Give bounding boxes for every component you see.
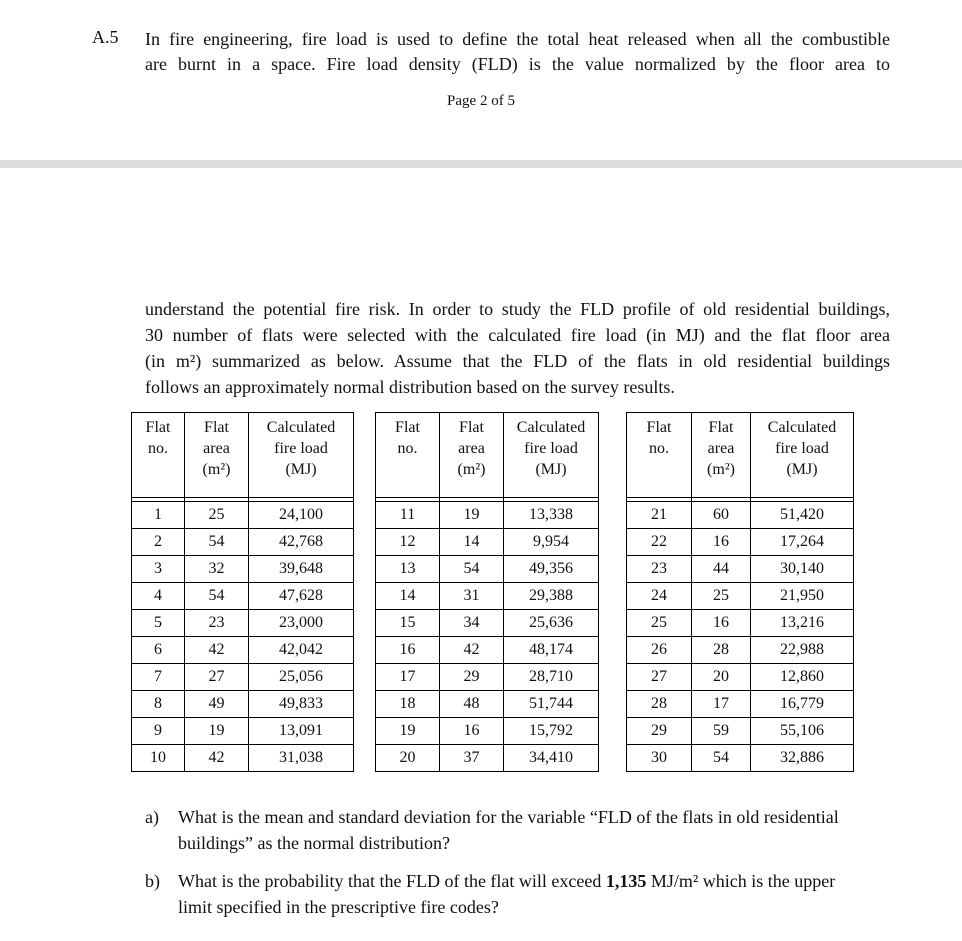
fire-load-cell: 39,648 bbox=[249, 556, 354, 583]
flat-no-cell: 3 bbox=[132, 556, 185, 583]
table-row bbox=[132, 718, 354, 745]
table-row bbox=[627, 610, 854, 637]
page-break-divider bbox=[0, 160, 962, 168]
flat-area-cell: 25 bbox=[185, 502, 249, 529]
table-row bbox=[132, 637, 354, 664]
fire-load-cell: 15,792 bbox=[504, 718, 599, 745]
fld-limit-value: 1,135 bbox=[605, 871, 647, 891]
table-row bbox=[627, 691, 854, 718]
table-row bbox=[627, 718, 854, 745]
table-row bbox=[627, 745, 854, 772]
table-row bbox=[376, 718, 599, 745]
fire-load-cell: 22,988 bbox=[751, 637, 854, 664]
table-row bbox=[376, 529, 599, 556]
flat-area-cell: 20 bbox=[692, 664, 751, 691]
flat-area-cell: 48 bbox=[440, 691, 504, 718]
sub-question-b-line-1: What is the probability that the FLD of the flat will exceed 1,135 MJ/m² which is the upper bbox=[178, 871, 836, 891]
fire-load-cell: 13,338 bbox=[504, 502, 599, 529]
table-row bbox=[376, 502, 599, 529]
flat-area-cell: 54 bbox=[692, 745, 751, 772]
fire-load-cell: 25,056 bbox=[249, 664, 354, 691]
fire-load-cell: 28,710 bbox=[504, 664, 599, 691]
flat-no-cell: 16 bbox=[376, 637, 440, 664]
table-row bbox=[627, 637, 854, 664]
table-row bbox=[627, 583, 854, 610]
sub-question-b-label: b) bbox=[145, 871, 160, 891]
flat-area-cell: 34 bbox=[440, 610, 504, 637]
fire-load-cell: 29,388 bbox=[504, 583, 599, 610]
table-row bbox=[132, 610, 354, 637]
flat-no-cell: 17 bbox=[376, 664, 440, 691]
flat-no-cell: 26 bbox=[627, 637, 692, 664]
question-text-line-3: understand the potential fire risk. In order to study the FLD profile of old residential buildings, bbox=[145, 299, 890, 319]
sub-question-a-label: a) bbox=[145, 807, 159, 827]
flat-no-cell: 18 bbox=[376, 691, 440, 718]
flat-no-cell: 11 bbox=[376, 502, 440, 529]
flat-no-cell: 14 bbox=[376, 583, 440, 610]
flat-no-cell: 13 bbox=[376, 556, 440, 583]
flat-no-cell: 1 bbox=[132, 502, 185, 529]
flat-area-cell: 16 bbox=[440, 718, 504, 745]
flat-area-cell: 60 bbox=[692, 502, 751, 529]
flat-area-cell: 17 bbox=[692, 691, 751, 718]
flat-no-cell: 22 bbox=[627, 529, 692, 556]
flat-no-cell: 28 bbox=[627, 691, 692, 718]
flat-no-cell: 15 bbox=[376, 610, 440, 637]
flat-area-cell: 54 bbox=[185, 583, 249, 610]
fire-load-cell: 49,833 bbox=[249, 691, 354, 718]
question-text-line-4: 30 number of flats were selected with the calculated fire load (in MJ) and the flat floor area bbox=[145, 325, 890, 345]
table-header-cell: Flat area (m²) bbox=[185, 413, 249, 498]
flat-no-cell: 27 bbox=[627, 664, 692, 691]
flat-area-cell: 44 bbox=[692, 556, 751, 583]
table-header-cell: Calculated fire load (MJ) bbox=[751, 413, 854, 498]
flat-area-cell: 32 bbox=[185, 556, 249, 583]
table-header-cell: Flat area (m²) bbox=[692, 413, 751, 498]
flat-no-cell: 6 bbox=[132, 637, 185, 664]
table-row bbox=[132, 529, 354, 556]
flat-no-cell: 8 bbox=[132, 691, 185, 718]
flat-table-2 bbox=[375, 412, 599, 772]
fire-load-cell: 16,779 bbox=[751, 691, 854, 718]
table-row bbox=[376, 610, 599, 637]
flat-area-cell: 14 bbox=[440, 529, 504, 556]
table-row bbox=[627, 502, 854, 529]
question-number: A.5 bbox=[92, 27, 119, 47]
fire-load-cell: 48,174 bbox=[504, 637, 599, 664]
table-header-cell: Calculated fire load (MJ) bbox=[249, 413, 354, 498]
table-row bbox=[132, 556, 354, 583]
flat-area-cell: 37 bbox=[440, 745, 504, 772]
flat-area-cell: 59 bbox=[692, 718, 751, 745]
flat-area-cell: 19 bbox=[185, 718, 249, 745]
flat-no-cell: 4 bbox=[132, 583, 185, 610]
flat-area-cell: 42 bbox=[440, 637, 504, 664]
flat-no-cell: 9 bbox=[132, 718, 185, 745]
flat-table-1 bbox=[131, 412, 354, 772]
table-row bbox=[132, 502, 354, 529]
flat-no-cell: 24 bbox=[627, 583, 692, 610]
flat-no-cell: 21 bbox=[627, 502, 692, 529]
flat-no-cell: 23 bbox=[627, 556, 692, 583]
fire-load-cell: 24,100 bbox=[249, 502, 354, 529]
flat-area-cell: 49 bbox=[185, 691, 249, 718]
flat-area-cell: 16 bbox=[692, 529, 751, 556]
table-row bbox=[376, 637, 599, 664]
flat-area-cell: 25 bbox=[692, 583, 751, 610]
table-row bbox=[376, 583, 599, 610]
fire-load-cell: 34,410 bbox=[504, 745, 599, 772]
flat-area-cell: 54 bbox=[185, 529, 249, 556]
fire-load-cell: 17,264 bbox=[751, 529, 854, 556]
table-row bbox=[376, 745, 599, 772]
flat-area-cell: 16 bbox=[692, 610, 751, 637]
flat-area-cell: 19 bbox=[440, 502, 504, 529]
flat-area-cell: 31 bbox=[440, 583, 504, 610]
fire-load-cell: 55,106 bbox=[751, 718, 854, 745]
fire-load-cell: 47,628 bbox=[249, 583, 354, 610]
question-text-line-1: In fire engineering, fire load is used to define the total heat released when all the combustible bbox=[145, 29, 890, 49]
flat-no-cell: 25 bbox=[627, 610, 692, 637]
table-header-row bbox=[132, 413, 354, 498]
table-header-cell: Flat area (m²) bbox=[440, 413, 504, 498]
fire-load-cell: 51,744 bbox=[504, 691, 599, 718]
table-header-row bbox=[627, 413, 854, 498]
sub-question-b-line-2: limit specified in the prescriptive fire codes? bbox=[178, 897, 499, 917]
table-row bbox=[627, 529, 854, 556]
flat-area-cell: 42 bbox=[185, 745, 249, 772]
flat-no-cell: 30 bbox=[627, 745, 692, 772]
fire-load-cell: 30,140 bbox=[751, 556, 854, 583]
sub-question-a-line-2: buildings” as the normal distribution? bbox=[178, 833, 450, 853]
fire-load-cell: 12,860 bbox=[751, 664, 854, 691]
question-text-line-5: (in m²) summarized as below. Assume that the FLD of the flats in old residential buildings bbox=[145, 351, 890, 371]
flat-no-cell: 5 bbox=[132, 610, 185, 637]
table-row bbox=[132, 583, 354, 610]
question-text-line-6: follows an approximately normal distribution based on the survey results. bbox=[145, 377, 675, 397]
flat-no-cell: 29 bbox=[627, 718, 692, 745]
flat-area-cell: 29 bbox=[440, 664, 504, 691]
sub-question-a-line-1: What is the mean and standard deviation for the variable “FLD of the flats in old residential bbox=[178, 807, 839, 827]
fire-load-cell: 9,954 bbox=[504, 529, 599, 556]
table-header-cell: Flat no. bbox=[627, 413, 692, 498]
flat-no-cell: 19 bbox=[376, 718, 440, 745]
flat-no-cell: 12 bbox=[376, 529, 440, 556]
flat-no-cell: 7 bbox=[132, 664, 185, 691]
fire-load-cell: 32,886 bbox=[751, 745, 854, 772]
fire-load-cell: 25,636 bbox=[504, 610, 599, 637]
flat-no-cell: 20 bbox=[376, 745, 440, 772]
table-row bbox=[627, 664, 854, 691]
fire-load-cell: 42,042 bbox=[249, 637, 354, 664]
fire-load-cell: 23,000 bbox=[249, 610, 354, 637]
flat-area-cell: 27 bbox=[185, 664, 249, 691]
flat-area-cell: 42 bbox=[185, 637, 249, 664]
table-row bbox=[376, 664, 599, 691]
table-row bbox=[627, 556, 854, 583]
fire-load-cell: 13,091 bbox=[249, 718, 354, 745]
table-header-row bbox=[376, 413, 599, 498]
fire-load-cell: 42,768 bbox=[249, 529, 354, 556]
table-header-cell: Flat no. bbox=[132, 413, 185, 498]
table-row bbox=[376, 691, 599, 718]
table-header-cell: Calculated fire load (MJ) bbox=[504, 413, 599, 498]
flat-no-cell: 2 bbox=[132, 529, 185, 556]
page-number: Page 2 of 5 bbox=[447, 93, 515, 109]
table-row bbox=[376, 556, 599, 583]
table-row bbox=[132, 691, 354, 718]
table-header-cell: Flat no. bbox=[376, 413, 440, 498]
table-row bbox=[132, 745, 354, 772]
fire-load-cell: 21,950 bbox=[751, 583, 854, 610]
flat-no-cell: 10 bbox=[132, 745, 185, 772]
table-row bbox=[132, 664, 354, 691]
fire-load-cell: 13,216 bbox=[751, 610, 854, 637]
fire-load-cell: 31,038 bbox=[249, 745, 354, 772]
flat-table-3 bbox=[626, 412, 854, 772]
flat-area-cell: 54 bbox=[440, 556, 504, 583]
fire-load-cell: 49,356 bbox=[504, 556, 599, 583]
question-text-line-2: are burnt in a space. Fire load density (FLD) is the value normalized by the floor area to bbox=[145, 54, 890, 74]
flat-area-cell: 23 bbox=[185, 610, 249, 637]
fire-load-cell: 51,420 bbox=[751, 502, 854, 529]
flat-area-cell: 28 bbox=[692, 637, 751, 664]
